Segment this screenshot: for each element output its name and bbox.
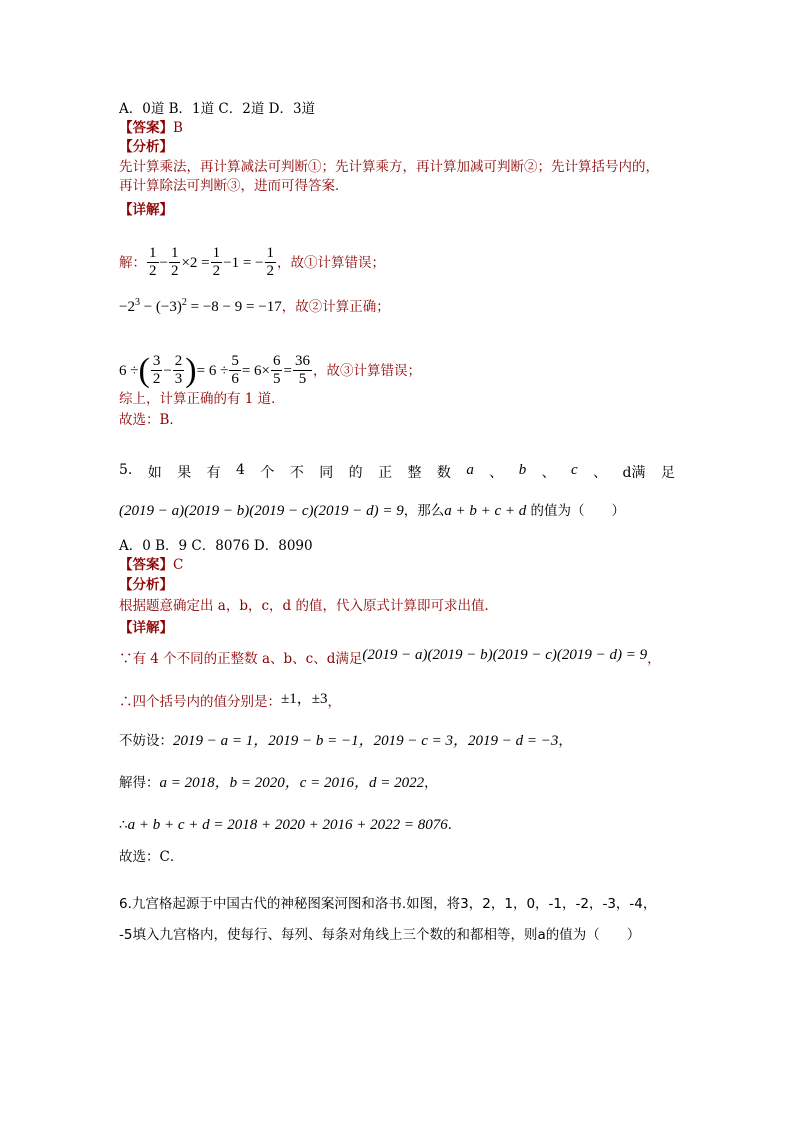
- q4-detail-label: 【详解】: [119, 202, 173, 218]
- q4-equation-2: $-2^3 - (-3)^2 = -8 - 9 = -17$，故②计算正确；: [119, 297, 390, 315]
- equation-2-tail: ，故②计算正确；: [281, 299, 390, 315]
- q4-options: A．0道 B．1道 C．2道 D．3道: [119, 101, 316, 117]
- fraction: $\frac{36}{5}$: [294, 353, 310, 387]
- q4-choice: 故选：B．: [119, 412, 183, 428]
- q6-stem-line-2: -5填入九宫格内，使每行、每列、每条对角线上三个数的和都相等，则a的值为（ ）: [119, 927, 641, 943]
- q4-analysis-line-2: 再计算除法可判断③，进而可得答案．: [119, 178, 349, 194]
- equation-1-tail: ，故①计算错误；: [277, 255, 386, 271]
- fraction: $\frac{2}{3}$: [174, 353, 183, 387]
- q5-detail-5: ∴a + b + c + d = 2018 + 2020 + 2016 + 2022 = 8076．: [119, 817, 462, 833]
- q5-detail-2: ∴四个括号内的值分别是：±1，±3，: [119, 691, 341, 710]
- q5-detail-4: 解得：a = 2018，b = 2020，c = 2016，d = 2022，: [119, 775, 438, 791]
- q5-analysis-label: 【分析】: [119, 577, 173, 593]
- fraction: $\frac{1}{2}$: [266, 245, 275, 279]
- q6-stem-line-1: 6.九宫格起源于中国古代的神秘图案河图和洛书.如图，将3，2，1，0，-1，-2，-3，-4，: [119, 896, 657, 912]
- solution-prefix: 解：: [119, 255, 146, 271]
- q4-equation-1: 解： $\frac{1}{2}$ − $\frac{1}{2}$ ×2 = $\frac{1}{2}$ −1 = − $\frac{1}{2}$ ，故①计算错误；: [119, 245, 386, 279]
- q4-answer: [119, 119, 183, 137]
- fraction: $\frac{3}{2}$: [152, 353, 161, 387]
- q4-summary: 综上，计算正确的有 1 道．: [119, 391, 285, 407]
- q4-analysis-line-1: 先计算乘法，再计算减法可判断①；先计算乘方，再计算加减可判断②；先计算括号内的，: [119, 159, 659, 175]
- q4-analysis-label: 【分析】: [119, 139, 173, 155]
- q5-detail-label: 【详解】: [119, 620, 173, 636]
- q5-stem-line-2: (2019 − a)(2019 − b)(2019 − c)(2019 − d) = 9，那么a + b + c + d 的值为（ ）: [119, 503, 626, 519]
- q4-equation-3: 6 ÷ ( $\frac{3}{2}$ − $\frac{2}{3}$ ) = 6 ÷ $\frac{5}{6}$ = 6× $\frac{6}{5}$ = $\frac{36}{5}$ ，故③计算错误；: [119, 351, 421, 389]
- equation-3-tail: ，故③计算错误；: [312, 363, 421, 379]
- fraction: $\frac{5}{6}$: [231, 353, 239, 387]
- q5-choice: 故选：C．: [119, 849, 184, 865]
- fraction: $\frac{6}{5}$: [272, 353, 281, 387]
- answer-value: B: [173, 120, 183, 136]
- fraction: $\frac{1}{2}$: [212, 245, 221, 279]
- q5-options: A．0 B．9 C．8076 D．8090: [119, 538, 313, 554]
- q5-detail-1: ∵有 4 个不同的正整数 a、b、c、d满足(2019 − a)(2019 − b)(2019 − c)(2019 − d) = 9，: [119, 647, 661, 667]
- q5-analysis: 根据题意确定出 a，b，c，d 的值，代入原式计算即可求出值．: [119, 598, 498, 614]
- q5-detail-3: 不妨设：2019 − a = 1，2019 − b = −1，2019 − c = 3，2019 − d = −3，: [119, 733, 572, 749]
- q5-stem-line-1: 5. 如 果 有 4 个 不 同 的 正 整 数 a 、 b 、 c 、 d满 足: [119, 462, 675, 481]
- q5-answer: 【答案】C: [119, 557, 184, 573]
- answer-label: 【答案】: [119, 120, 173, 136]
- fraction: $\frac{1}{2}$: [149, 245, 157, 279]
- fraction: $\frac{1}{2}$: [170, 245, 179, 279]
